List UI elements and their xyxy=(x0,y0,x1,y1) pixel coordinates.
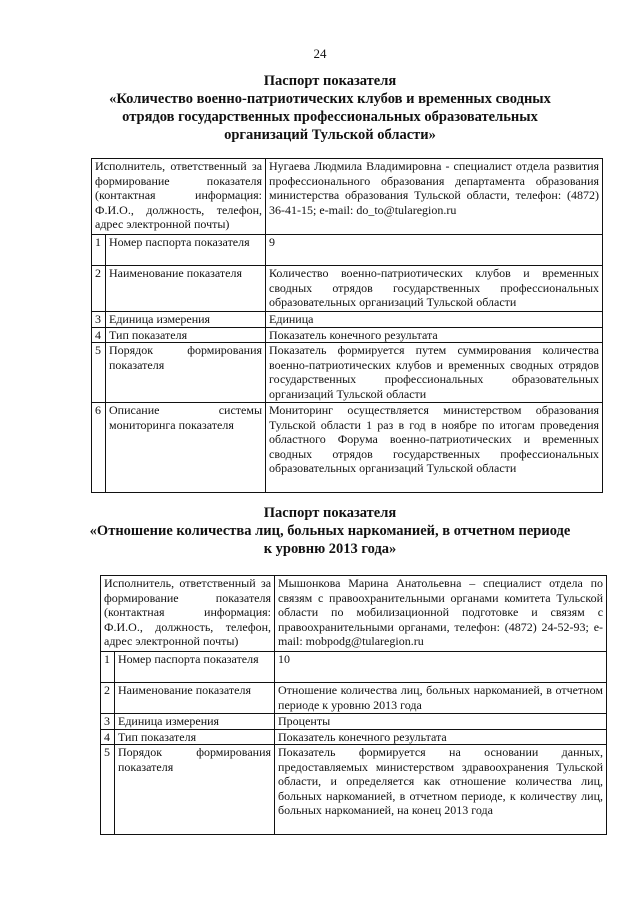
table-row xyxy=(92,403,603,493)
row-value: Показатель конечного результата xyxy=(275,729,607,745)
row-value: Количество военно-патриотических клубов и временных сводных отрядов государственных профессиональных образовательных организаций Тульской области xyxy=(266,266,603,312)
row-number: 5 xyxy=(92,343,106,403)
passport2-table xyxy=(100,575,607,835)
row-number: 3 xyxy=(92,312,106,328)
passport2-title-line: Паспорт показателя xyxy=(263,505,397,521)
passport2-title-line: «Отношение количества лиц, больных наркоманией, в отчетном периоде xyxy=(89,523,571,539)
table-row xyxy=(92,235,603,266)
table-row xyxy=(92,327,603,343)
row-number: 5 xyxy=(101,745,115,835)
passport1-table xyxy=(91,158,603,493)
row-value: Показатель формируется путем суммирования количества военно-патриотических клубов и временных сводных отрядов государственных профессиональных образовательных организаций Тульской области xyxy=(266,343,603,403)
table-row xyxy=(92,159,603,235)
row-label: Тип показателя xyxy=(106,327,266,343)
row-value: Проценты xyxy=(275,714,607,730)
row-value: Мониторинг осуществляется министерством образования Тульской области 1 раз в год в ноябре по итогам проведения областного Форума военно-патриотических и временных сводных отрядов государственных профессиональных образовательных организаций Тульской области xyxy=(266,403,603,493)
row-label: Порядок формирования показателя xyxy=(106,343,266,403)
row-value: Показатель формируется на основании данных, предоставляемых министерством здравоохранения Тульской области, и определяется как отношение количества лиц, больных наркоманией, в отчетном периоде, к количеству лиц, больных наркоманией, на конец 2013 года xyxy=(275,745,607,835)
row-value: Показатель конечного результата xyxy=(266,327,603,343)
row-value: 10 xyxy=(275,652,607,683)
row-number: 4 xyxy=(92,327,106,343)
table-row xyxy=(101,652,607,683)
executor-label: Исполнитель, ответственный за формирование показателя (контактная информация: Ф.И.О., должность, телефон, адрес электронной почты) xyxy=(92,159,266,235)
passport2-title-line: к уровню 2013 года» xyxy=(263,541,397,557)
table-row xyxy=(92,266,603,312)
row-value: Отношение количества лиц, больных наркоманией, в отчетном периоде к уровню 2013 года xyxy=(275,683,607,714)
table-row xyxy=(101,683,607,714)
row-number: 4 xyxy=(101,729,115,745)
row-number: 1 xyxy=(101,652,115,683)
passport2-title xyxy=(60,504,600,558)
passport1-title-line: Паспорт показателя xyxy=(263,73,397,89)
executor-value: Нугаева Людмила Владимировна - специалист отдела развития профессионального образования департамента образования министерства образования Тульской области, телефон: (4872) 36-41-15; e-mail: do_to@tularegion.ru xyxy=(266,159,603,235)
row-label: Наименование показателя xyxy=(115,683,275,714)
row-value: 9 xyxy=(266,235,603,266)
page-number: 24 xyxy=(313,46,327,61)
passport1-title-line: «Количество военно-патриотических клубов и временных сводных xyxy=(109,91,551,107)
executor-label: Исполнитель, ответственный за формирование показателя (контактная информация: Ф.И.О., должность, телефон, адрес электронной почты) xyxy=(101,576,275,652)
row-label: Описание системы мониторинга показателя xyxy=(106,403,266,493)
passport1-title-line: отрядов государственных профессиональных образовательных xyxy=(122,109,538,125)
passport1-title xyxy=(60,72,600,144)
row-label: Единица измерения xyxy=(106,312,266,328)
row-label: Наименование показателя xyxy=(106,266,266,312)
row-label: Номер паспорта показателя xyxy=(115,652,275,683)
row-number: 1 xyxy=(92,235,106,266)
row-value: Единица xyxy=(266,312,603,328)
row-label: Единица измерения xyxy=(115,714,275,730)
row-label: Тип показателя xyxy=(115,729,275,745)
table-row xyxy=(101,576,607,652)
table-row xyxy=(101,745,607,835)
table-row xyxy=(101,714,607,730)
row-number: 6 xyxy=(92,403,106,493)
row-label: Номер паспорта показателя xyxy=(106,235,266,266)
row-number: 2 xyxy=(92,266,106,312)
row-number: 3 xyxy=(101,714,115,730)
passport1-title-line: организаций Тульской области» xyxy=(224,127,436,143)
table-row xyxy=(92,312,603,328)
executor-value: Мышонкова Марина Анатольевна – специалист отдела по связям с правоохранительными органами комитета Тульской области по мобилизационной подготовке и связям с правоохранительными органами, телефон: (4872) 24-52-93; e-mail: mobpodg@tularegion.ru xyxy=(275,576,607,652)
table-row xyxy=(101,729,607,745)
row-number: 2 xyxy=(101,683,115,714)
row-label: Порядок формирования показателя xyxy=(115,745,275,835)
table-row xyxy=(92,343,603,403)
